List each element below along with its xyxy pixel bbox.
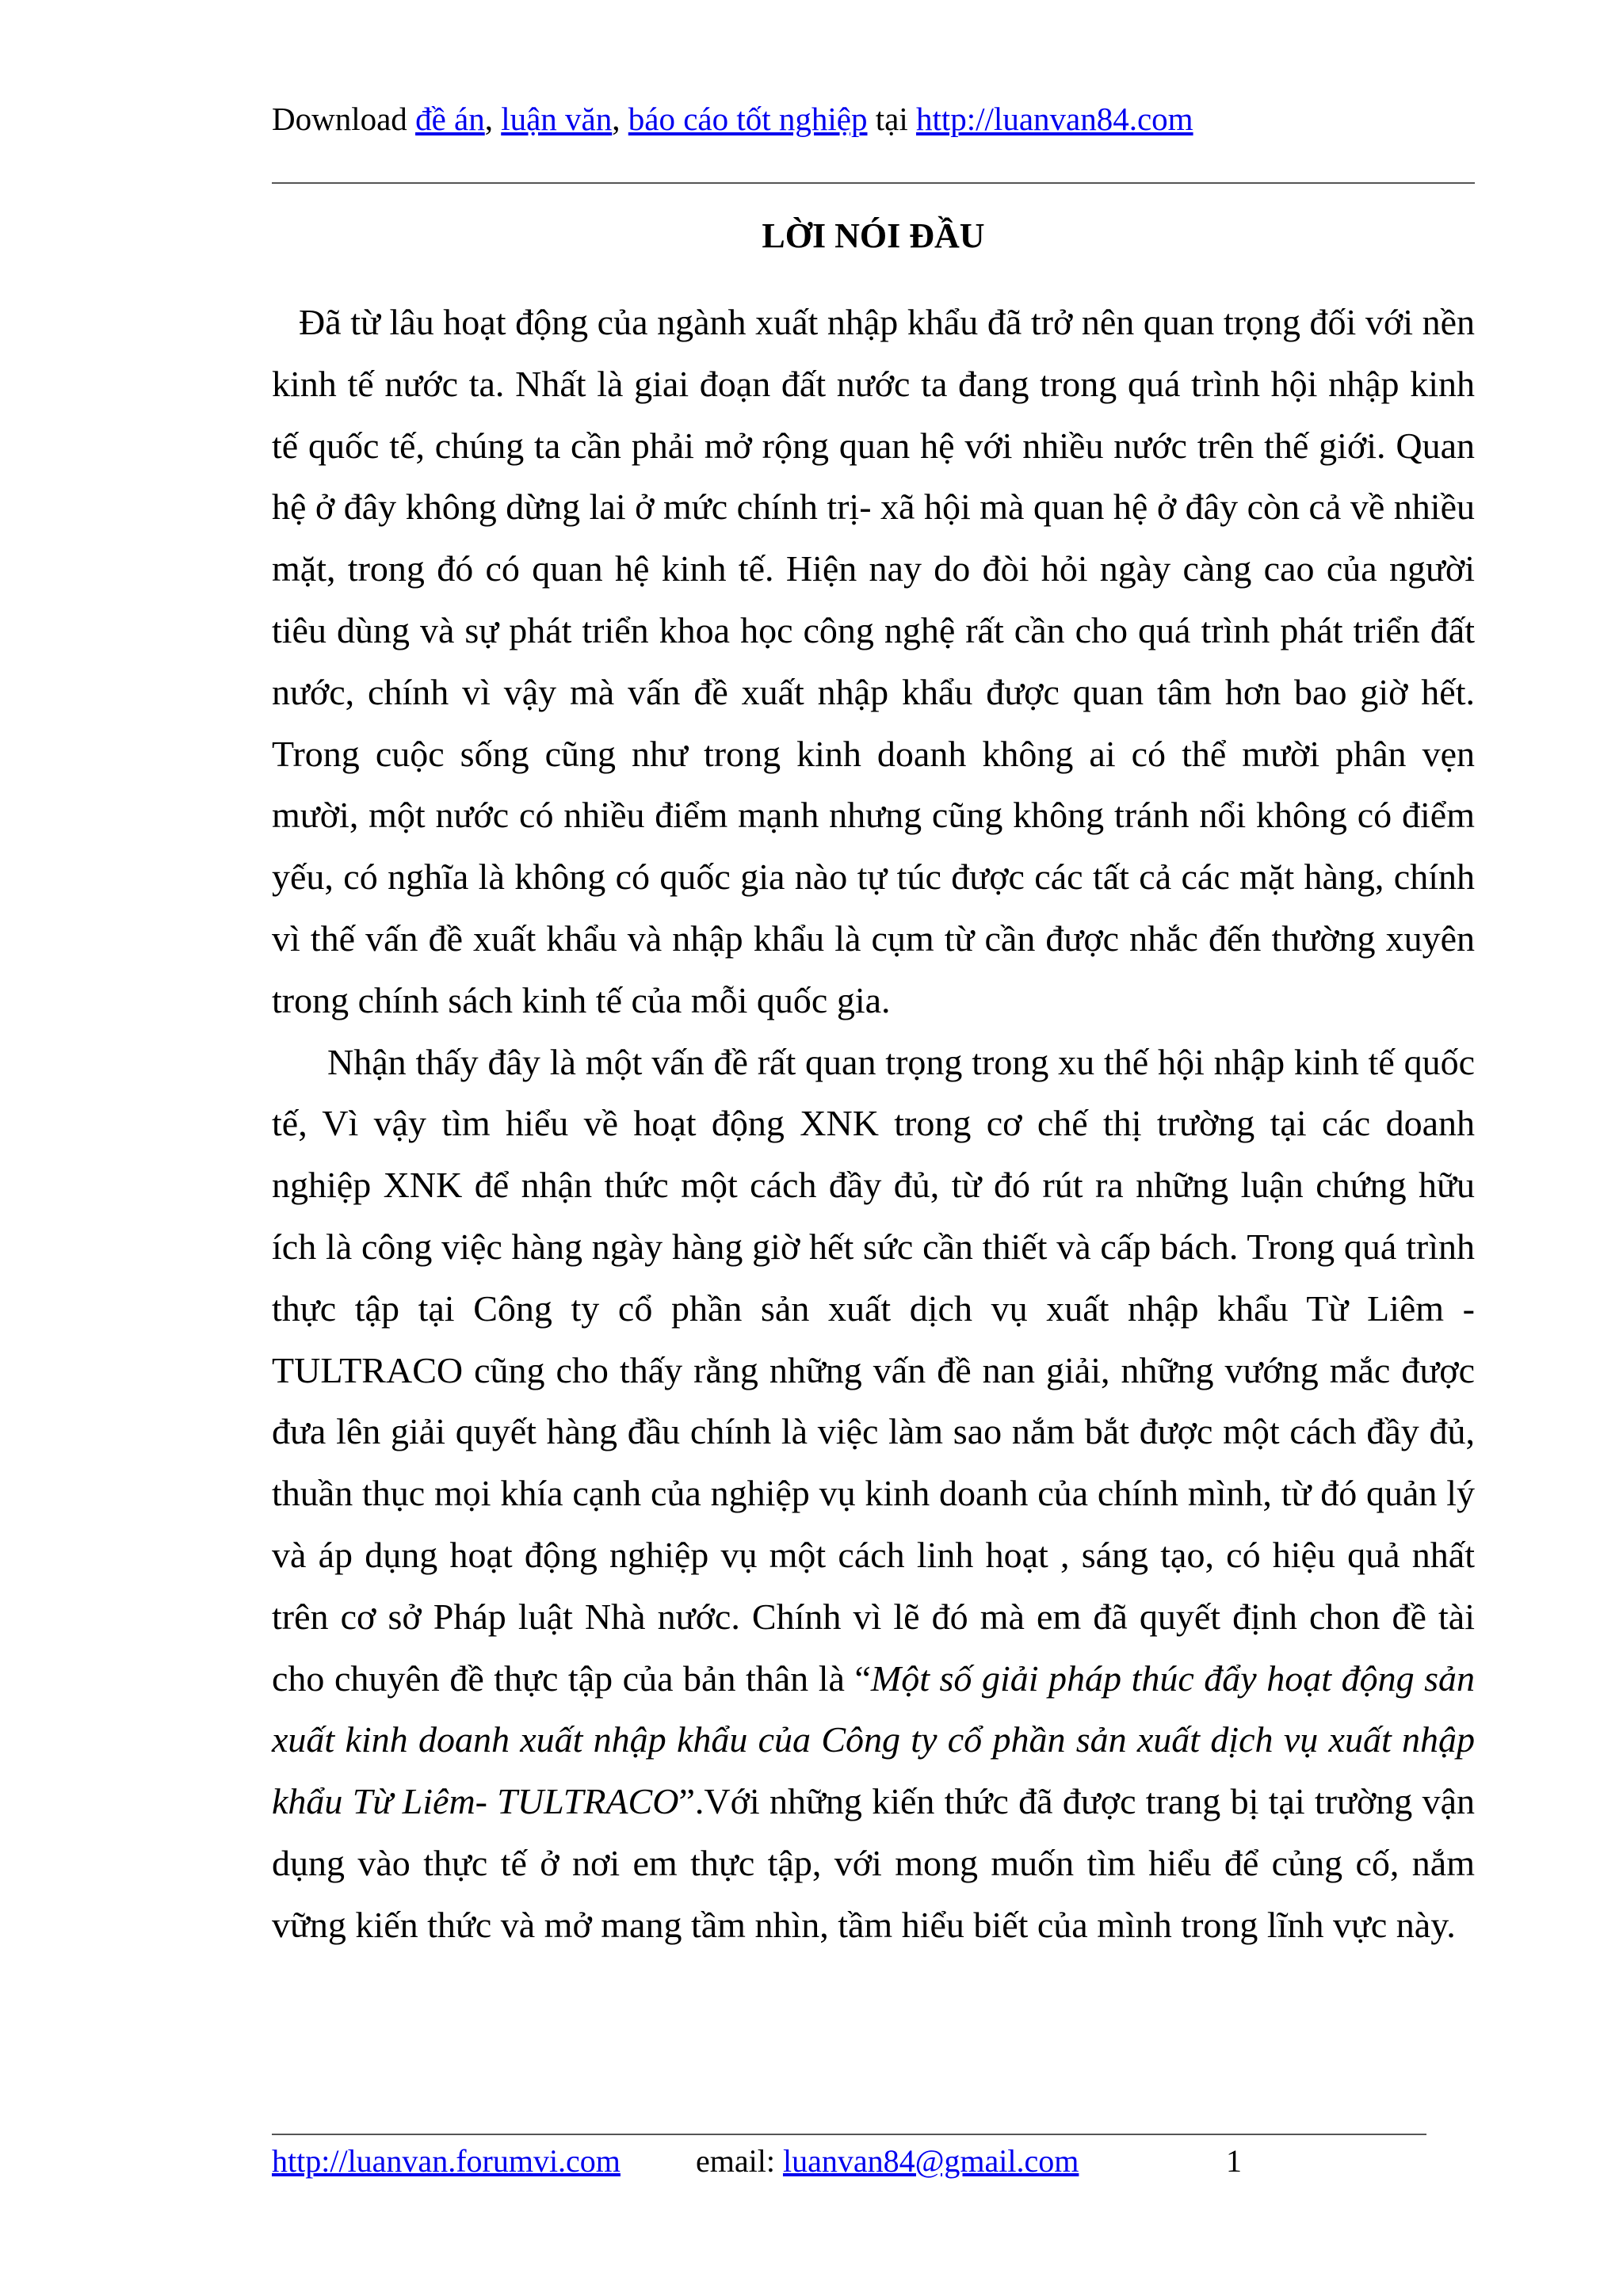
paragraph-1: Đã từ lâu hoạt động của ngành xuất nhập khẩu đã trở nên quan trọng đối với nền kinh tế nước ta. Nhất là giai đoạn đất nước ta đang trong quá trình hội nhập kinh tế quốc tế, chúng ta cần phải mở rộng quan hệ với nhiều nước trên thế giới. Quan hệ ở đây không dừng lai ở mức chính trị- xã hội mà quan hệ ở đây còn cả về nhiều mặt, trong đó có quan hệ kinh tế. Hiện nay do đòi hỏi ngày càng cao của người tiêu dùng và sự phát triển khoa học công nghệ rất cần cho quá trình phát triển đất nước, chính vì vậy mà vấn đề xuất nhập khẩu được quan tâm hơn bao giờ hết. Trong cuộc sống cũng như trong kinh doanh không ai có thể mười phân vẹn mười, một nước có nhiều điểm mạnh nhưng cũng không tránh nổi không có điểm yếu, có nghĩa là không có quốc gia nào tự túc được các tất cả các mặt hàng, chính vì thế vấn đề xuất khẩu và nhập khẩu là cụm từ cần được nhắc đến thường xuyên trong chính sách kinh tế của mỗi quốc gia. <box>272 302 1475 1020</box>
footer-email-link[interactable]: luanvan84@gmail.com <box>782 2143 1079 2179</box>
link-de-an[interactable]: đề án <box>415 101 485 137</box>
footer-website-link[interactable]: http://luanvan.forumvi.com <box>272 2143 621 2179</box>
link-bao-cao-tot-nghiep[interactable]: báo cáo tốt nghiệp <box>628 101 868 137</box>
link-luan-van[interactable]: luận văn <box>501 101 613 137</box>
footer-email-label: email: <box>696 2143 783 2179</box>
header-comma-2: , <box>612 101 628 137</box>
footer-divider <box>272 2134 1426 2135</box>
page-header <box>272 95 1476 143</box>
link-luanvan84[interactable]: http://luanvan84.com <box>915 101 1193 137</box>
document-body <box>272 292 1475 1956</box>
download-prefix: Download <box>272 101 416 137</box>
paragraph-2-start: Nhận thấy đây là một vấn đề rất quan trọng trong xu thế hội nhập kinh tế quốc tế, Vì vậy tìm hiểu về hoạt động XNK trong cơ chế thị trường tại các doanh nghiệp XNK để nhận thức một cách đầy đủ, từ đó rút ra những luận chứng hữu ích là công việc hàng ngày hàng giờ hết sức cần thiết và cấp bách. Trong quá trình thực tập tại Công ty cổ phần sản xuất dịch vụ xuất nhập khẩu Từ Liêm - TULTRACO cũng cho thấy rằng những vấn đề nan giải, những vướng mắc được đưa lên giải quyết hàng đầu chính là việc làm sao nắm bắt được một cách đầy đủ, thuần thục mọi khía cạnh của nghiệp vụ kinh doanh của chính mình, từ đó quản lý và áp dụng hoạt động nghiệp vụ một cách linh hoạt , sáng tạo, có hiệu quả nhất trên cơ sở Pháp luật Nhà nước. Chính vì lẽ đó mà em đã quyết định chon đề tài cho chuyên đề thực tập của bản thân là “ <box>272 1041 1475 1699</box>
header-divider <box>272 182 1475 184</box>
page-number: 1 <box>1226 2143 1242 2179</box>
thesis-title-italic: Một số giải pháp thúc đẩy hoạt động sản xuất kinh doanh xuất nhập khẩu của Công ty cổ phần sản xuất dịch vụ xuất nhập khẩu Từ Liêm- TULTRACO <box>272 1657 1476 1822</box>
header-comma-1: , <box>484 101 502 137</box>
paragraph-2-end: ”.Với những kiến thức đã được trang bị tại trường vận dụng vào thực tế ở nơi em thực tập, với mong muốn tìm hiểu để củng cố, nắm vững kiến thức và mở mang tầm nhìn, tầm hiểu biết của mình trong lĩnh vực này. <box>272 1781 1475 1945</box>
page-title: LỜI NÓI ĐẦU <box>762 216 985 255</box>
footer-email <box>696 2139 1079 2183</box>
paragraph-2 <box>272 1032 1475 1956</box>
header-mid-text: tại <box>867 101 916 137</box>
page-footer <box>272 2139 1426 2183</box>
